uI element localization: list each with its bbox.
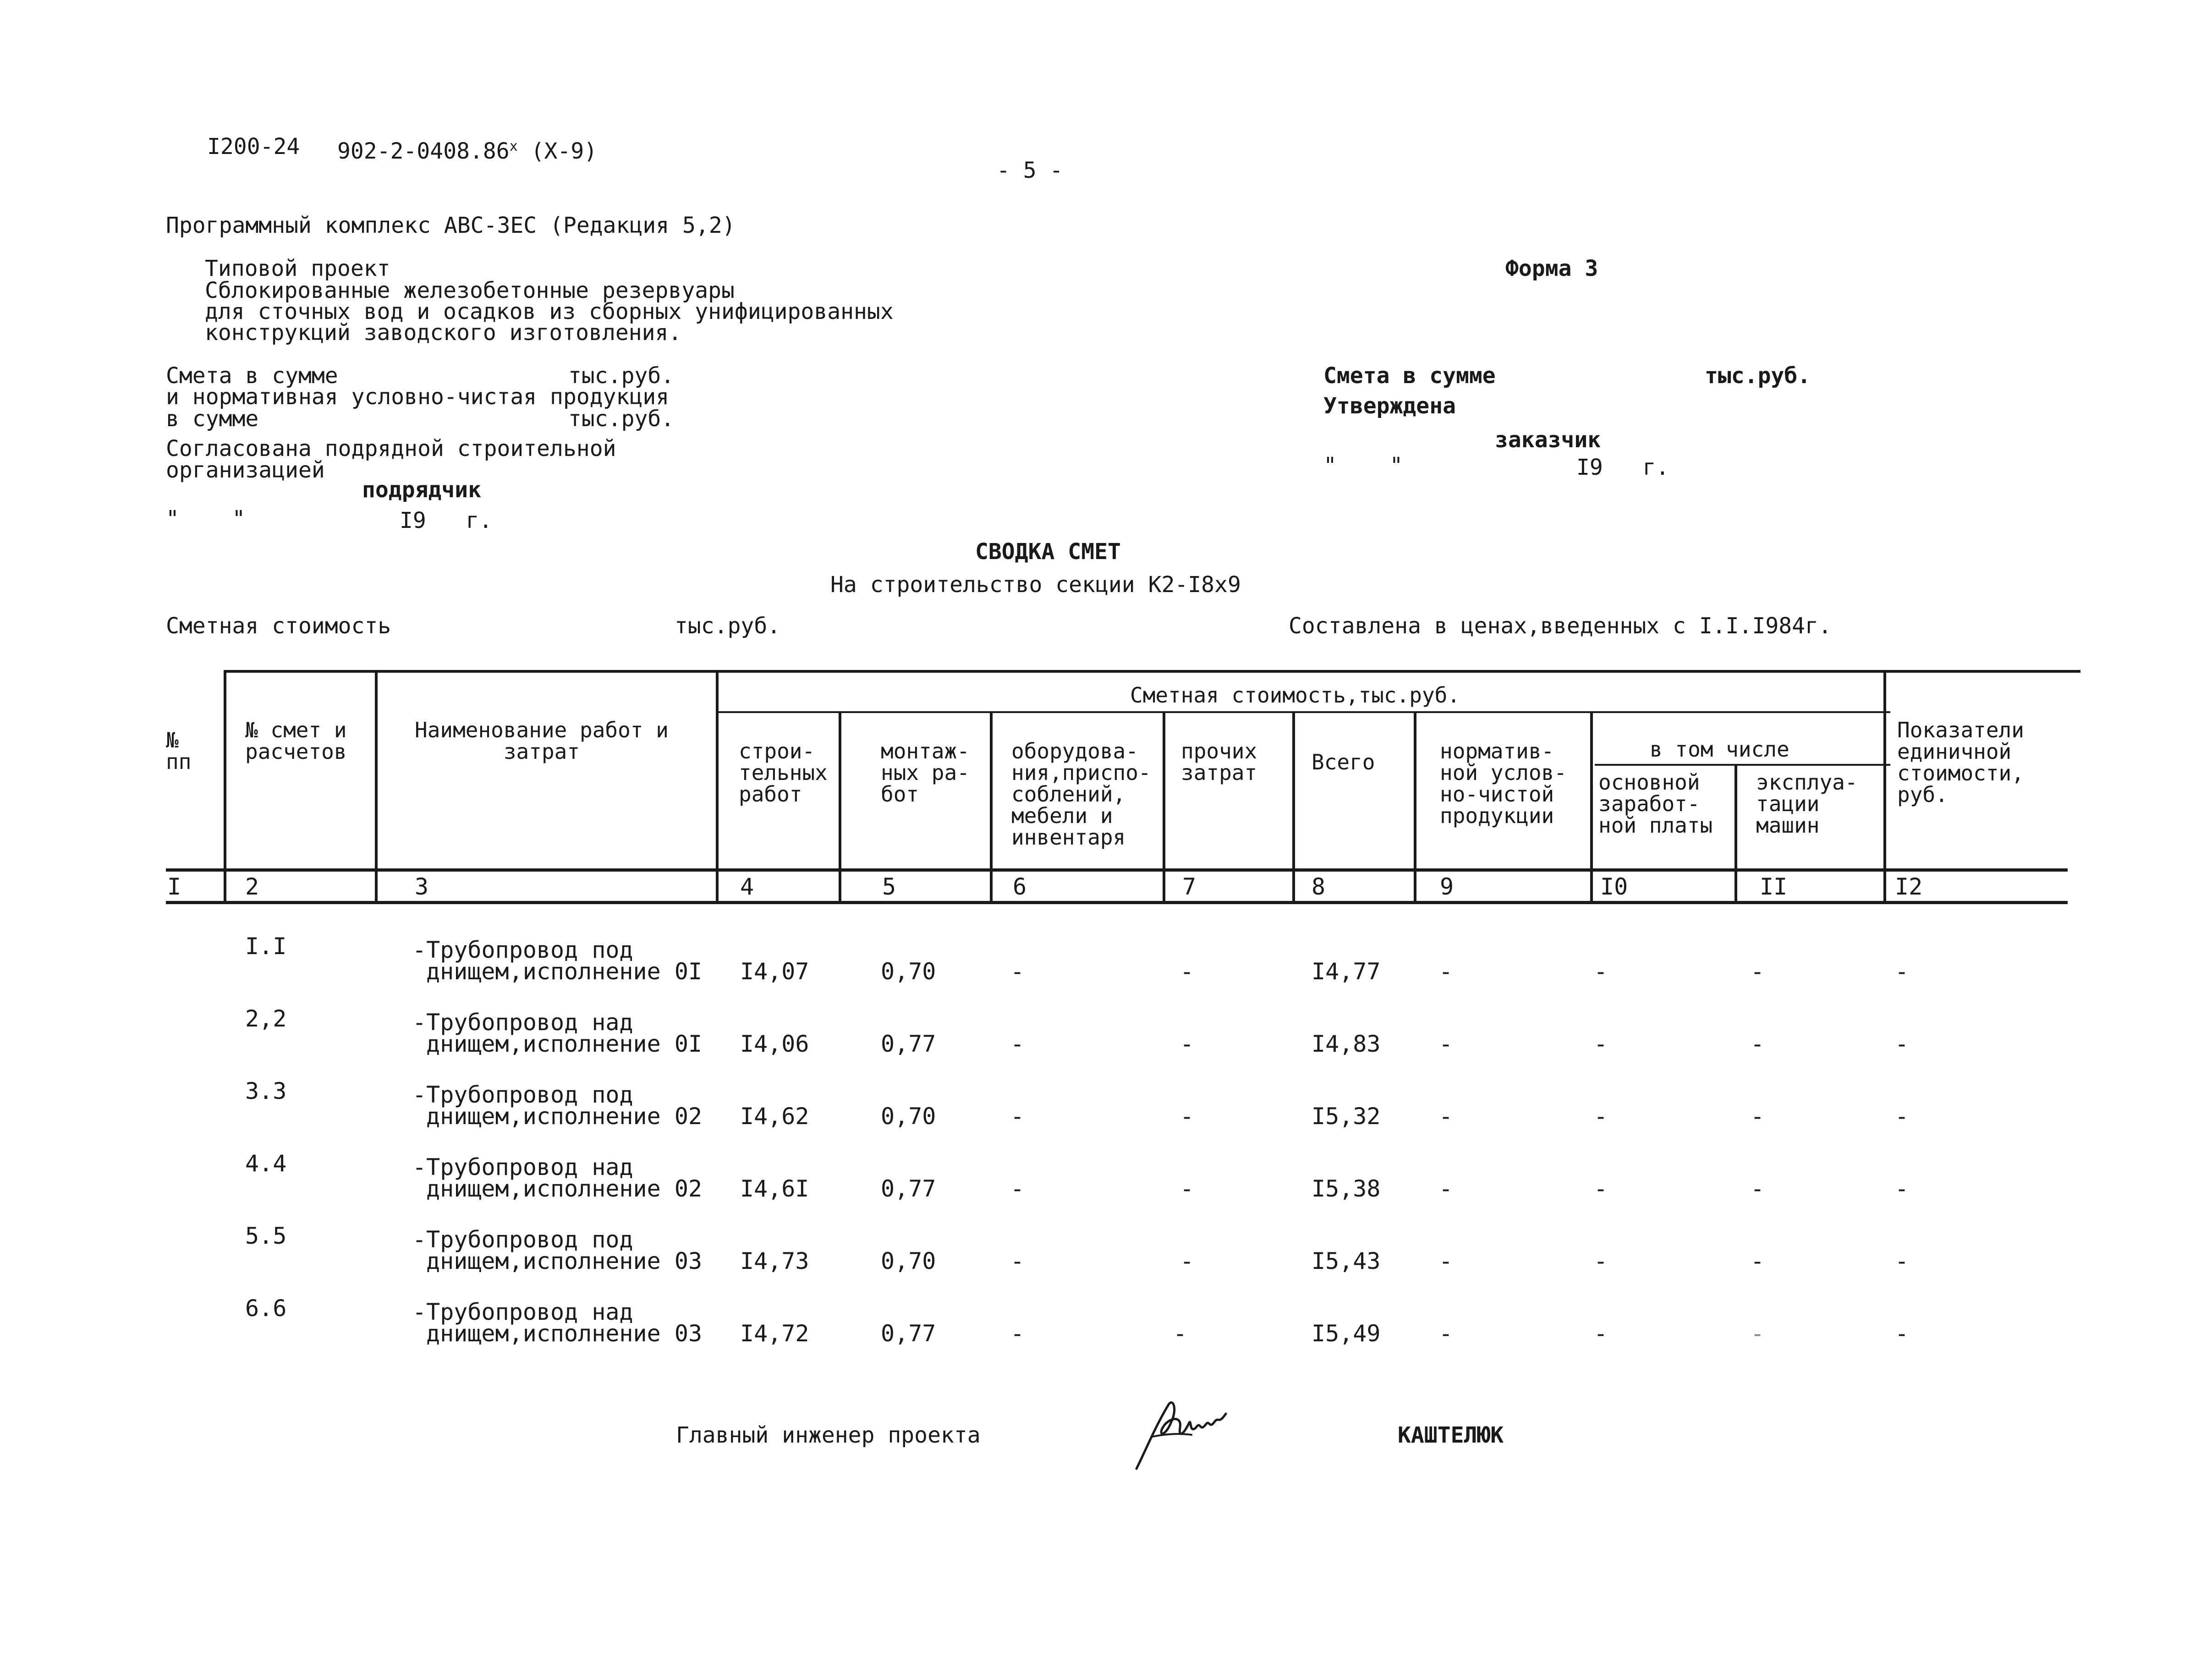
header-normative: норматив- ной услов- но-чистой продукции xyxy=(1440,739,1567,828)
column-number: 8 xyxy=(1312,873,1326,900)
header-machines: эксплуа- тации машин xyxy=(1756,770,1858,838)
project-line: Типовой проект xyxy=(205,256,390,281)
project-code: 902-2-0408.86$^x$ (X-9) xyxy=(337,138,598,164)
row-normative: - xyxy=(1439,1031,1453,1057)
row-construction: I4,6I xyxy=(740,1175,809,1202)
agreed-line: Согласована подрядной строительной xyxy=(166,436,616,461)
project-line: конструкций заводского изготовления. xyxy=(205,320,682,346)
header-unit-cost: Показатели единичной стоимости, руб. xyxy=(1897,718,2024,807)
row-equipment: - xyxy=(1010,1248,1025,1274)
row-unit: - xyxy=(1895,1175,1909,1202)
form-label: Форма 3 xyxy=(1505,256,1598,281)
approved-label: Утверждена xyxy=(1323,393,1456,419)
row-wages: - xyxy=(1594,1248,1608,1274)
row-name: -Трубопровод под xyxy=(412,1226,633,1253)
column-number: II xyxy=(1760,873,1788,900)
header-other: прочих затрат xyxy=(1181,739,1257,785)
row-name-2: днищем,исполнение 0I xyxy=(426,958,703,985)
page-title: СВОДКА СМЕТ xyxy=(975,539,1121,565)
row-name: -Трубопровод над xyxy=(412,1154,633,1180)
cost-unit: тыс.руб. xyxy=(1705,363,1811,389)
row-wages: - xyxy=(1594,1031,1608,1057)
column-number: 7 xyxy=(1182,873,1197,900)
header-total: Всего xyxy=(1312,750,1375,774)
row-unit: - xyxy=(1895,1320,1909,1347)
cost-unit: тыс.руб. xyxy=(568,363,675,389)
row-installation: 0,77 xyxy=(881,1031,936,1057)
row-construction: I4,72 xyxy=(740,1320,809,1347)
row-equipment: - xyxy=(1010,958,1025,985)
row-installation: 0,70 xyxy=(881,1248,936,1274)
column-number: I xyxy=(167,873,181,900)
row-machines: - xyxy=(1751,1031,1765,1057)
row-unit: - xyxy=(1895,1031,1909,1057)
row-name: -Трубопровод над xyxy=(412,1299,633,1325)
year-line: I9 г. xyxy=(1576,455,1669,480)
row-name-2: днищем,исполнение 03 xyxy=(426,1320,703,1347)
row-no: 3.3 xyxy=(245,1078,287,1104)
header-estimate-no: № смет и расчетов xyxy=(245,718,347,764)
row-no: 4.4 xyxy=(245,1150,287,1177)
software-line: Программный комплекс АВС-3ЕС (Редакция 5,2) xyxy=(166,213,736,238)
column-number: 9 xyxy=(1440,873,1454,900)
agreed-line-2: организацией xyxy=(166,457,325,483)
row-other: - xyxy=(1180,1248,1194,1274)
row-construction: I4,06 xyxy=(740,1031,809,1057)
header-num: № пп xyxy=(166,728,192,774)
row-name-2: днищем,исполнение 02 xyxy=(426,1103,703,1130)
column-number: I2 xyxy=(1895,873,1923,900)
year-line: I9 г. xyxy=(400,508,493,533)
normative-label-2: в сумме xyxy=(166,406,259,432)
estimated-cost-unit: тыс.руб. xyxy=(675,613,781,639)
row-name: -Трубопровод под xyxy=(412,1081,633,1108)
signature-image xyxy=(1127,1391,1237,1473)
column-number: 4 xyxy=(740,873,754,900)
row-normative: - xyxy=(1439,1248,1453,1274)
row-total: I5,32 xyxy=(1312,1103,1381,1130)
row-other: - xyxy=(1180,1031,1194,1057)
row-unit: - xyxy=(1895,1248,1909,1274)
row-other: - xyxy=(1180,958,1194,985)
row-other: - xyxy=(1180,1175,1194,1202)
row-equipment: - xyxy=(1010,1175,1025,1202)
row-wages: - xyxy=(1594,1320,1608,1347)
page-subtitle: На строительство секции К2-I8х9 xyxy=(830,572,1241,598)
normative-unit: тыс.руб. xyxy=(568,406,675,432)
row-wages: - xyxy=(1594,1103,1608,1130)
row-installation: 0,70 xyxy=(881,1103,936,1130)
row-machines: - xyxy=(1751,958,1765,985)
row-no: 6.6 xyxy=(245,1295,287,1322)
row-total: I4,83 xyxy=(1312,1031,1381,1057)
row-wages: - xyxy=(1594,958,1608,985)
row-name: -Трубопровод над xyxy=(412,1009,633,1036)
contractor-label: подрядчик xyxy=(362,477,482,503)
row-no: 2,2 xyxy=(245,1005,287,1032)
cost-label: Смета в сумме xyxy=(1323,363,1496,389)
page-number: - 5 - xyxy=(997,158,1063,183)
row-other: - xyxy=(1180,1103,1194,1130)
row-total: I5,43 xyxy=(1312,1248,1381,1274)
row-machines: - xyxy=(1751,1248,1765,1274)
row-total: I5,49 xyxy=(1312,1320,1381,1347)
row-wages: - xyxy=(1594,1175,1608,1202)
row-normative: - xyxy=(1439,1175,1453,1202)
row-total: I4,77 xyxy=(1312,958,1381,985)
row-construction: I4,62 xyxy=(740,1103,809,1130)
header-wages: основной заработ- ной платы xyxy=(1598,770,1713,838)
chief-engineer-label: Главный инженер проекта xyxy=(676,1422,981,1448)
header-including: в том числе xyxy=(1650,737,1789,762)
column-number: 5 xyxy=(882,873,896,900)
date-quotes: " " xyxy=(166,506,246,532)
row-name-2: днищем,исполнение 0I xyxy=(426,1031,703,1057)
row-other: - xyxy=(1173,1320,1187,1347)
column-number: 2 xyxy=(245,873,259,900)
row-unit: - xyxy=(1895,1103,1909,1130)
row-name-2: днищем,исполнение 03 xyxy=(426,1248,703,1274)
column-number: 3 xyxy=(415,873,429,900)
project-line: Сблокированные железобетонные резервуары xyxy=(205,278,735,303)
row-no: 5.5 xyxy=(245,1223,287,1249)
row-normative: - xyxy=(1439,1320,1453,1347)
project-line: для сточных вод и осадков из сборных унифицированных xyxy=(205,299,894,324)
row-no: I.I xyxy=(245,933,287,960)
cost-label: Смета в сумме xyxy=(166,363,338,389)
header-name: Наименование работ и затрат xyxy=(415,718,669,764)
row-installation: 0,77 xyxy=(881,1320,936,1347)
header-equipment: оборудова- ния,приспо- соблений, мебели и инвентаря xyxy=(1011,739,1151,850)
row-construction: I4,07 xyxy=(740,958,809,985)
header-installation: монтаж- ных ра- бот xyxy=(881,739,970,807)
row-installation: 0,70 xyxy=(881,958,936,985)
prices-note: Составлена в ценах,введенных с I.I.I984г. xyxy=(1289,613,1832,639)
doc-code: I200-24 xyxy=(207,134,300,159)
row-total: I5,38 xyxy=(1312,1175,1381,1202)
header-cost-group: Сметная стоимость,тыс.руб. xyxy=(1130,683,1460,708)
row-equipment: - xyxy=(1010,1103,1025,1130)
row-name-2: днищем,исполнение 02 xyxy=(426,1175,703,1202)
chief-engineer-name: КАШТЕЛЮК xyxy=(1398,1422,1504,1448)
column-number: 6 xyxy=(1013,873,1027,900)
header-construction: строи- тельных работ xyxy=(739,739,828,807)
row-construction: I4,73 xyxy=(740,1248,809,1274)
row-machines: - xyxy=(1751,1320,1765,1347)
row-normative: - xyxy=(1439,1103,1453,1130)
row-equipment: - xyxy=(1010,1320,1025,1347)
row-equipment: - xyxy=(1010,1031,1025,1057)
customer-label: заказчик xyxy=(1495,427,1601,453)
row-normative: - xyxy=(1439,958,1453,985)
estimated-cost-label: Сметная стоимость xyxy=(166,613,391,639)
row-machines: - xyxy=(1751,1175,1765,1202)
row-installation: 0,77 xyxy=(881,1175,936,1202)
normative-label: и нормативная условно-чистая продукция xyxy=(166,384,670,410)
row-unit: - xyxy=(1895,958,1909,985)
column-number: I0 xyxy=(1600,873,1628,900)
date-quotes: " " xyxy=(1323,453,1403,478)
row-machines: - xyxy=(1751,1103,1765,1130)
row-name: -Трубопровод под xyxy=(412,937,633,963)
